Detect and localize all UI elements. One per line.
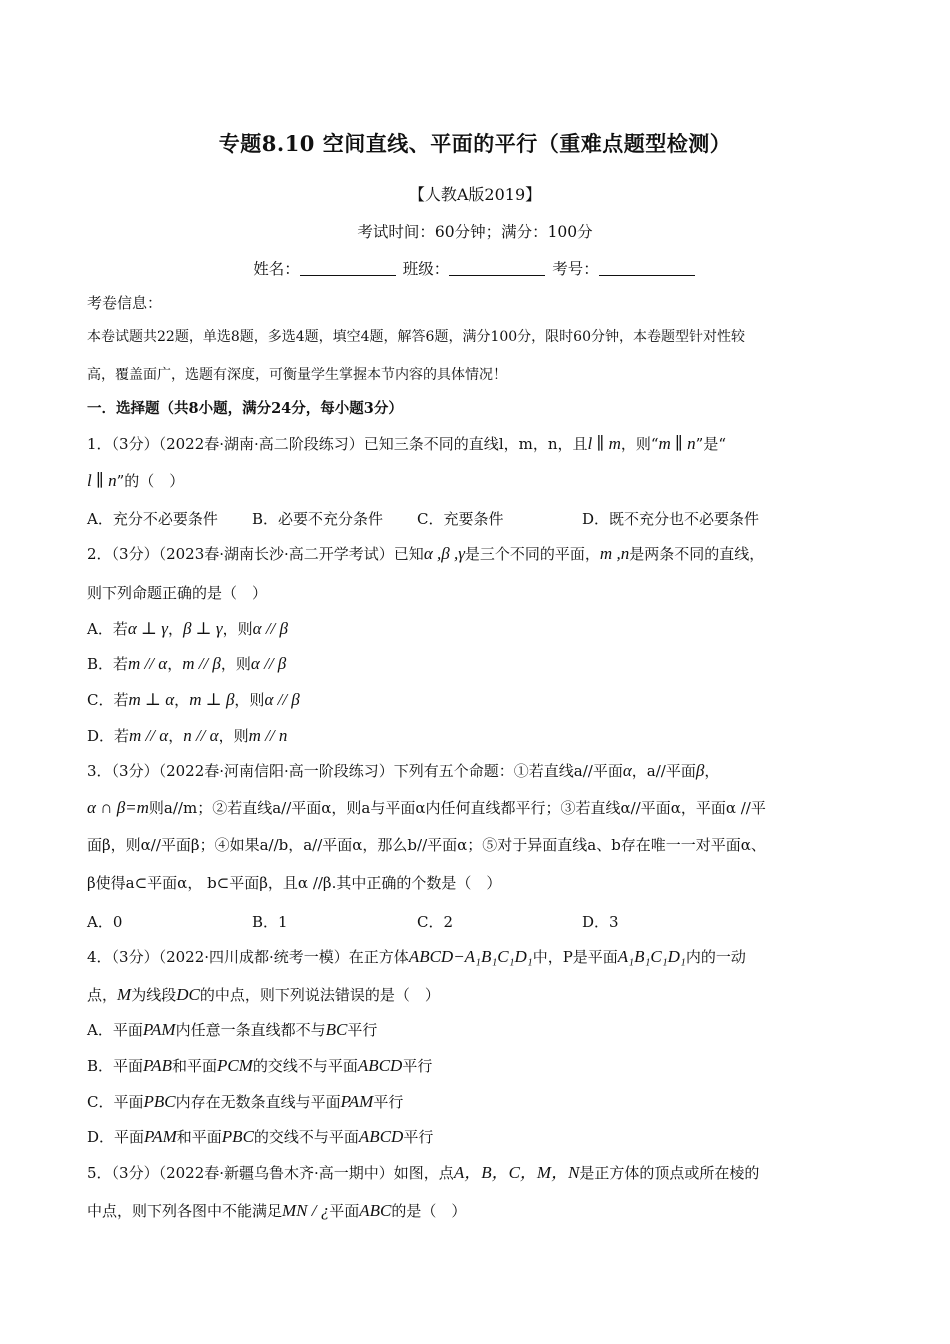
q4-c-math-2: PAM [340, 1092, 374, 1111]
q4-c-mid: 内存在无数条直线与平面 [175, 1093, 341, 1111]
q4-head: 4．（3分）（2022·四川成都·统考一模）在正方体 [87, 948, 409, 966]
q4-b-math-2: PCM [217, 1056, 253, 1075]
q1-math-3: l ∥ n [87, 471, 117, 490]
exam-number-blank[interactable] [599, 261, 695, 276]
page-title: 专题8.10 空间直线、平面的平行（重难点题型检测） [218, 131, 732, 156]
info-line-1: 本卷试题共22题，单选8题，多选4题，填空4题，解答6题，满分100分，限时60分钟，本卷题型针对性较 [87, 329, 745, 345]
q1-math-1: l ∥ m [587, 434, 621, 453]
question-2-line-2: 则下列命题正确的是（ ） [87, 584, 268, 602]
class-blank[interactable] [449, 261, 545, 276]
q4-b-mid-1: 和平面 [172, 1057, 218, 1075]
question-3-line-4: β使得a⊂平面α， b⊂平面β，且α //β.其中正确的个数是（ ） [87, 874, 502, 892]
q1-option-a[interactable]: A．充分不必要条件 [87, 510, 218, 528]
question-3-options [87, 911, 867, 933]
q1-text-2: ，则“ [620, 435, 659, 453]
q2-math-2: m ,n [599, 544, 630, 563]
q4-a-math-1: PAM [142, 1020, 176, 1039]
q2-b-then: ，则 [220, 655, 251, 673]
q4-segment-dc: DC [176, 985, 200, 1004]
q2-head: 2．（3分）（2023春·湖南长沙·高二开学考试）已知 [87, 545, 424, 563]
exam-number-field-label: 考号： [552, 260, 599, 278]
q2-c-then: ，则 [234, 691, 265, 709]
q4-c-prefix: C．平面 [87, 1093, 144, 1111]
q2-d-then: ，则 [218, 727, 249, 745]
q3-text-1: 3．（3分）（2022春·河南信阳·高一阶段练习）下列有五个命题：①若直线a//平面 [87, 762, 623, 780]
q2-option-c[interactable] [87, 689, 867, 711]
q2-d-math-1: m // α [129, 726, 169, 745]
q4-d-math-3: ABCD [358, 1127, 404, 1146]
q4-option-d[interactable] [87, 1126, 867, 1148]
q4-d-math-2: PBC [221, 1127, 254, 1146]
q5-abc: ABC [359, 1201, 392, 1220]
q1-option-d[interactable]: D．既不充分也不必要条件 [582, 510, 760, 528]
q3-text-2: ，a//平面 [631, 762, 696, 780]
q2-b-prefix: B．若 [87, 655, 129, 673]
question-3-line-2 [87, 797, 867, 819]
q4-c-end: 平行 [373, 1093, 404, 1111]
q4-cube: ABCD−A₁B₁C₁D₁ [408, 947, 533, 966]
q1-text: l，m，n，且 [498, 435, 588, 453]
q2-option-b[interactable] [87, 653, 867, 675]
q4-a-mid: 内任意一条直线都不与 [175, 1021, 326, 1039]
q4-c-math-1: PBC [143, 1092, 176, 1111]
q4-d-end: 平行 [403, 1128, 434, 1146]
q2-b-math-2: m // β [182, 654, 221, 673]
q4-point-m: M [117, 985, 132, 1004]
question-5-line-2 [87, 1200, 867, 1222]
q2-text-1: 是三个不同的平面， [464, 545, 600, 563]
q3-text-4: 则a//m；②若直线a//平面α，则a与平面α内任何直线都平行；③若直线α//平面α，平面α //平 [148, 799, 766, 817]
q2-option-d[interactable] [87, 725, 867, 747]
q4-b-mid-2: 的交线不与平面 [252, 1057, 358, 1075]
q2-d-math-2: n // α [183, 726, 219, 745]
q2-b-sep: ， [167, 655, 183, 673]
q1-text-4: ”的（ ） [116, 472, 185, 490]
q5-head: 5．（3分）（2022春·新疆乌鲁木齐·高一期中）如图，点 [87, 1164, 454, 1182]
q2-a-math-2: β ⊥ γ [182, 619, 223, 638]
q1-head: 1．（3分）（2022春·湖南·高二阶段练习）已知三条不同的直线 [87, 435, 499, 453]
q3-option-c[interactable]: C．2 [417, 913, 454, 931]
question-1-line-1 [87, 433, 867, 455]
q1-option-b[interactable]: B．必要不充分条件 [252, 510, 384, 528]
q2-a-math-3: α // β [252, 619, 288, 638]
q2-text-2: 是两条不同的直线， [629, 545, 765, 563]
question-3-line-1 [87, 760, 867, 782]
question-4-line-1 [87, 946, 867, 968]
section-heading: 一．选择题（共8小题，满分24分，每小题3分） [87, 400, 403, 417]
q4-d-mid-1: 和平面 [176, 1128, 222, 1146]
q4-a-prefix: A．平面 [87, 1021, 143, 1039]
q2-c-math-2: m ⊥ β [189, 690, 235, 709]
q5-text-4: 的是（ ） [391, 1202, 467, 1220]
q4-d-prefix: D．平面 [87, 1128, 145, 1146]
exam-time: 考试时间：60分钟；满分：100分 [357, 223, 593, 241]
q5-text-3: 平面 [329, 1202, 360, 1220]
q4-text-3: 点， [87, 986, 118, 1004]
q2-c-math-3: α // β [264, 690, 300, 709]
question-1-options [87, 508, 867, 530]
q2-c-prefix: C．若 [87, 691, 129, 709]
q2-c-sep: ， [174, 691, 190, 709]
q4-b-end: 平行 [402, 1057, 433, 1075]
q3-intersection: α ∩ β=m [87, 798, 149, 817]
q5-text-2: 中点，则下列各图中不能满足 [87, 1202, 283, 1220]
q3-text-3: ， [704, 762, 720, 780]
q2-d-prefix: D．若 [87, 727, 130, 745]
q4-b-math-3: ABCD [357, 1056, 403, 1075]
q5-points: A，B，C，M，N [453, 1163, 580, 1182]
q4-d-mid-2: 的交线不与平面 [253, 1128, 359, 1146]
q2-a-prefix: A．若 [87, 620, 128, 638]
q4-text-4: 为线段 [131, 986, 177, 1004]
q4-d-math-1: PAM [144, 1127, 177, 1146]
q3-option-d[interactable]: D．3 [582, 913, 619, 931]
q4-text-2: 内的一动 [685, 948, 746, 966]
q1-option-c[interactable]: C．充要条件 [417, 510, 504, 528]
q4-a-math-2: BC [325, 1020, 348, 1039]
q3-alpha: α [622, 761, 632, 780]
question-1-line-2 [87, 470, 867, 492]
info-label: 考卷信息： [87, 294, 163, 312]
q4-a-end: 平行 [347, 1021, 378, 1039]
q4-plane: A₁B₁C₁D₁ [617, 947, 686, 966]
q4-b-prefix: B．平面 [87, 1057, 144, 1075]
question-4-line-2 [87, 984, 867, 1006]
q3-beta: β [695, 761, 705, 780]
q4-text-5: 的中点，则下列说法错误的是（ ） [199, 986, 440, 1004]
name-blank[interactable] [300, 261, 396, 276]
q2-a-then: ，则 [222, 620, 253, 638]
q1-text-3: ”是“ [695, 435, 727, 453]
q2-c-math-1: m ⊥ α [128, 690, 175, 709]
question-2-line-1 [87, 543, 867, 565]
q2-option-a[interactable] [87, 618, 867, 640]
q3-option-a[interactable]: A．0 [87, 913, 123, 931]
q4-option-c[interactable] [87, 1091, 867, 1113]
q2-b-math-3: α // β [250, 654, 287, 673]
question-3-line-3: 面β，则α//平面β；④如果a//b，a//平面α，那么b//平面α；⑤对于异面直线a、b存在唯一一对平面α、 [87, 836, 766, 854]
q4-option-b[interactable] [87, 1055, 867, 1077]
q2-d-math-3: m // n [248, 726, 288, 745]
q3-option-b[interactable]: B．1 [252, 913, 288, 931]
question-5-line-1 [87, 1162, 867, 1184]
q4-text-1: 中，P是平面 [532, 948, 618, 966]
name-field-label: 姓名： [253, 260, 300, 278]
info-line-2: 高，覆盖面广，选题有深度，可衡量学生掌握本节内容的具体情况！ [87, 367, 507, 383]
q5-mn: MN / ¿ [282, 1201, 330, 1220]
q2-b-math-1: m // α [128, 654, 168, 673]
edition-label: 【人教A版2019】 [408, 185, 542, 204]
student-info-fields [0, 257, 950, 279]
q1-math-2: m ∥ n [658, 434, 696, 453]
q4-option-a[interactable] [87, 1019, 867, 1041]
q2-d-sep: ， [168, 727, 184, 745]
q2-math-1: α ,β ,γ [423, 544, 465, 563]
class-field-label: 班级： [402, 260, 450, 278]
q5-text-1: 是正方体的顶点或所在棱的 [579, 1164, 760, 1182]
q4-b-math-1: PAB [143, 1056, 172, 1075]
q2-a-sep: ， [167, 620, 183, 638]
q2-a-math-1: α ⊥ γ [127, 619, 168, 638]
